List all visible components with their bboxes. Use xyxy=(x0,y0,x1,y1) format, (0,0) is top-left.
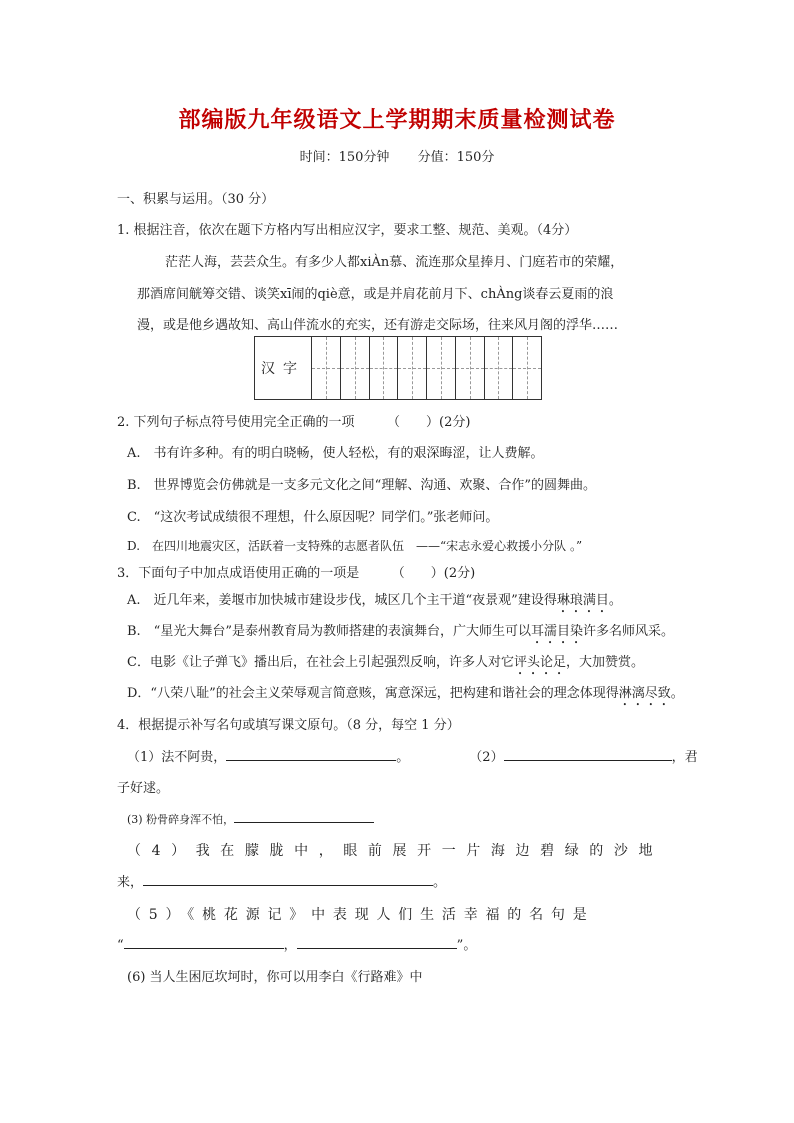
q3-option-d xyxy=(127,682,684,709)
q3-c-idiom: 评头论足 xyxy=(513,655,566,670)
q3-b-end: 许多名师风采。 xyxy=(583,624,675,639)
q1-stem: 1. 根据注音，依次在题下方格内写出相应汉字，要求工整、规范、美观。（4分） xyxy=(117,223,578,238)
q4-s4-cont: 来， xyxy=(117,875,144,890)
grid-label: 汉字 xyxy=(255,337,312,399)
q4-s5-blank-2[interactable] xyxy=(297,934,457,949)
q3-a-end: 。 xyxy=(608,593,622,608)
q4-s2-text: （2） xyxy=(469,750,504,765)
page-title: 部编版九年级语文上学期期末质量检测试卷 xyxy=(178,107,616,133)
q3-b-idiom: 耳濡目染 xyxy=(530,624,583,639)
q4-s1-blank[interactable] xyxy=(226,746,396,761)
q4-s1-text: （1）法不阿贵， xyxy=(127,750,227,765)
q4-s4-blank[interactable] xyxy=(143,871,433,886)
q2-stem: 2. 下列句子标点符号使用完全正确的一项 （ ）(2分) xyxy=(117,415,471,430)
q4-item-3 xyxy=(127,810,374,827)
q4-s5-mid: ， xyxy=(283,938,297,953)
q3-option-c xyxy=(127,651,644,678)
q4-s5-text: （5）《桃花源记》中表现人们生活幸福的名句是 xyxy=(127,907,595,923)
total-score: 分值：150分 xyxy=(417,150,495,165)
q3-option-a xyxy=(127,589,622,616)
q3-option-b xyxy=(127,620,674,647)
q4-s5-open: “ xyxy=(117,938,124,953)
q4-s3-blank[interactable] xyxy=(234,810,374,823)
q4-s5-end: ”。 xyxy=(456,938,477,953)
answer-cell[interactable] xyxy=(427,337,456,399)
q4-item-4 xyxy=(127,840,690,860)
q3-c-end: ，大加赞赏。 xyxy=(565,655,644,670)
q2-option-b: B. 世界博览会仿佛就是一支多元文化之间“理解、沟通、欢聚、合作”的圆舞曲。 xyxy=(127,478,596,493)
section-heading: 一、积累与运用。（30 分） xyxy=(117,192,275,207)
q4-s2-continuation: 子好逑。 xyxy=(117,781,170,796)
q4-item-4-cont xyxy=(117,871,446,890)
q2-option-d: D. 在四川地震灾区，活跃着一支特殊的志愿者队伍 ——“宋志永爱心救援小分队 。” xyxy=(127,539,583,553)
answer-cell[interactable] xyxy=(370,337,399,399)
q3-d-text: D．“八荣八耻”的社会主义荣辱观言简意赅，寓意深远，把构建和谐社会的理念体现得 xyxy=(127,686,619,701)
q4-s1-end: 。 xyxy=(396,750,410,765)
q3-d-end: 。 xyxy=(670,686,684,701)
q4-s2-end: ，君 xyxy=(671,750,698,765)
q1-passage-line-1: 茫茫人海，芸芸众生。有多少人都xiÀn慕、流连那众星捧月、门庭若市的荣耀， xyxy=(165,255,624,270)
exam-meta xyxy=(0,146,794,165)
q3-stem: 3．下面句子中加点成语使用正确的一项是 （ ）(2分) xyxy=(117,566,476,581)
answer-cell[interactable] xyxy=(456,337,485,399)
q4-stem: 4．根据提示补写名句或填写课文原句。（8 分，每空 1 分） xyxy=(117,718,460,733)
q4-s4-text: （4）我在朦胧中，眼前展开一片海边碧绿的沙地 xyxy=(127,843,664,859)
q1-passage-line-2: 那酒席间觥筹交错、谈笑xī闹的qiè意，或是并肩花前月下、chÀng谈春云夏雨的浪 xyxy=(137,287,614,302)
answer-cell[interactable] xyxy=(398,337,427,399)
q4-s3-text: (3) 粉骨碎身浑不怕， xyxy=(127,813,235,826)
q3-a-idiom: 琳琅满目 xyxy=(556,593,609,608)
answer-cell[interactable] xyxy=(485,337,514,399)
q3-b-text: B. “星光大舞台”是泰州教育局为教师搭建的表演舞台，广大师生可以 xyxy=(127,624,531,639)
time-limit: 时间：150分钟 xyxy=(299,150,390,165)
q1-passage-line-3: 漫，或是他乡遇故知、高山伴流水的充实，还有游走交际场，往来风月阁的浮华…… xyxy=(137,318,619,333)
q4-s5-blank-1[interactable] xyxy=(124,934,284,949)
q4-s4-spread xyxy=(127,840,690,860)
answer-cell[interactable] xyxy=(312,337,341,399)
q4-item-1-2 xyxy=(127,746,698,765)
q4-s4-end: 。 xyxy=(433,875,447,890)
q4-item-5 xyxy=(127,904,595,924)
answer-cell[interactable] xyxy=(513,337,541,399)
q3-c-text: C．电影《让子弹飞》播出后，在社会上引起强烈反响，许多人对它 xyxy=(127,655,514,670)
q4-s2-blank[interactable] xyxy=(504,746,672,761)
q3-d-idiom: 淋漓尽致 xyxy=(618,686,671,701)
q2-option-a: A. 书有许多种。有的明白晓畅，使人轻松，有的艰深晦涩，让人费解。 xyxy=(127,446,544,461)
q2-option-c: C. “这次考试成绩很不理想，什么原因呢？同学们。”张老师问。 xyxy=(127,510,499,525)
answer-cell[interactable] xyxy=(341,337,370,399)
q4-item-5-cont xyxy=(117,934,476,953)
q3-a-text: A. 近几年来，姜堰市加快城市建设步伐，城区几个主干道“夜景观”建设得 xyxy=(127,593,557,608)
q4-item-6: (6) 当人生困厄坎坷时，你可以用李白《行路难》中 xyxy=(127,970,423,985)
answer-grid xyxy=(254,336,542,400)
